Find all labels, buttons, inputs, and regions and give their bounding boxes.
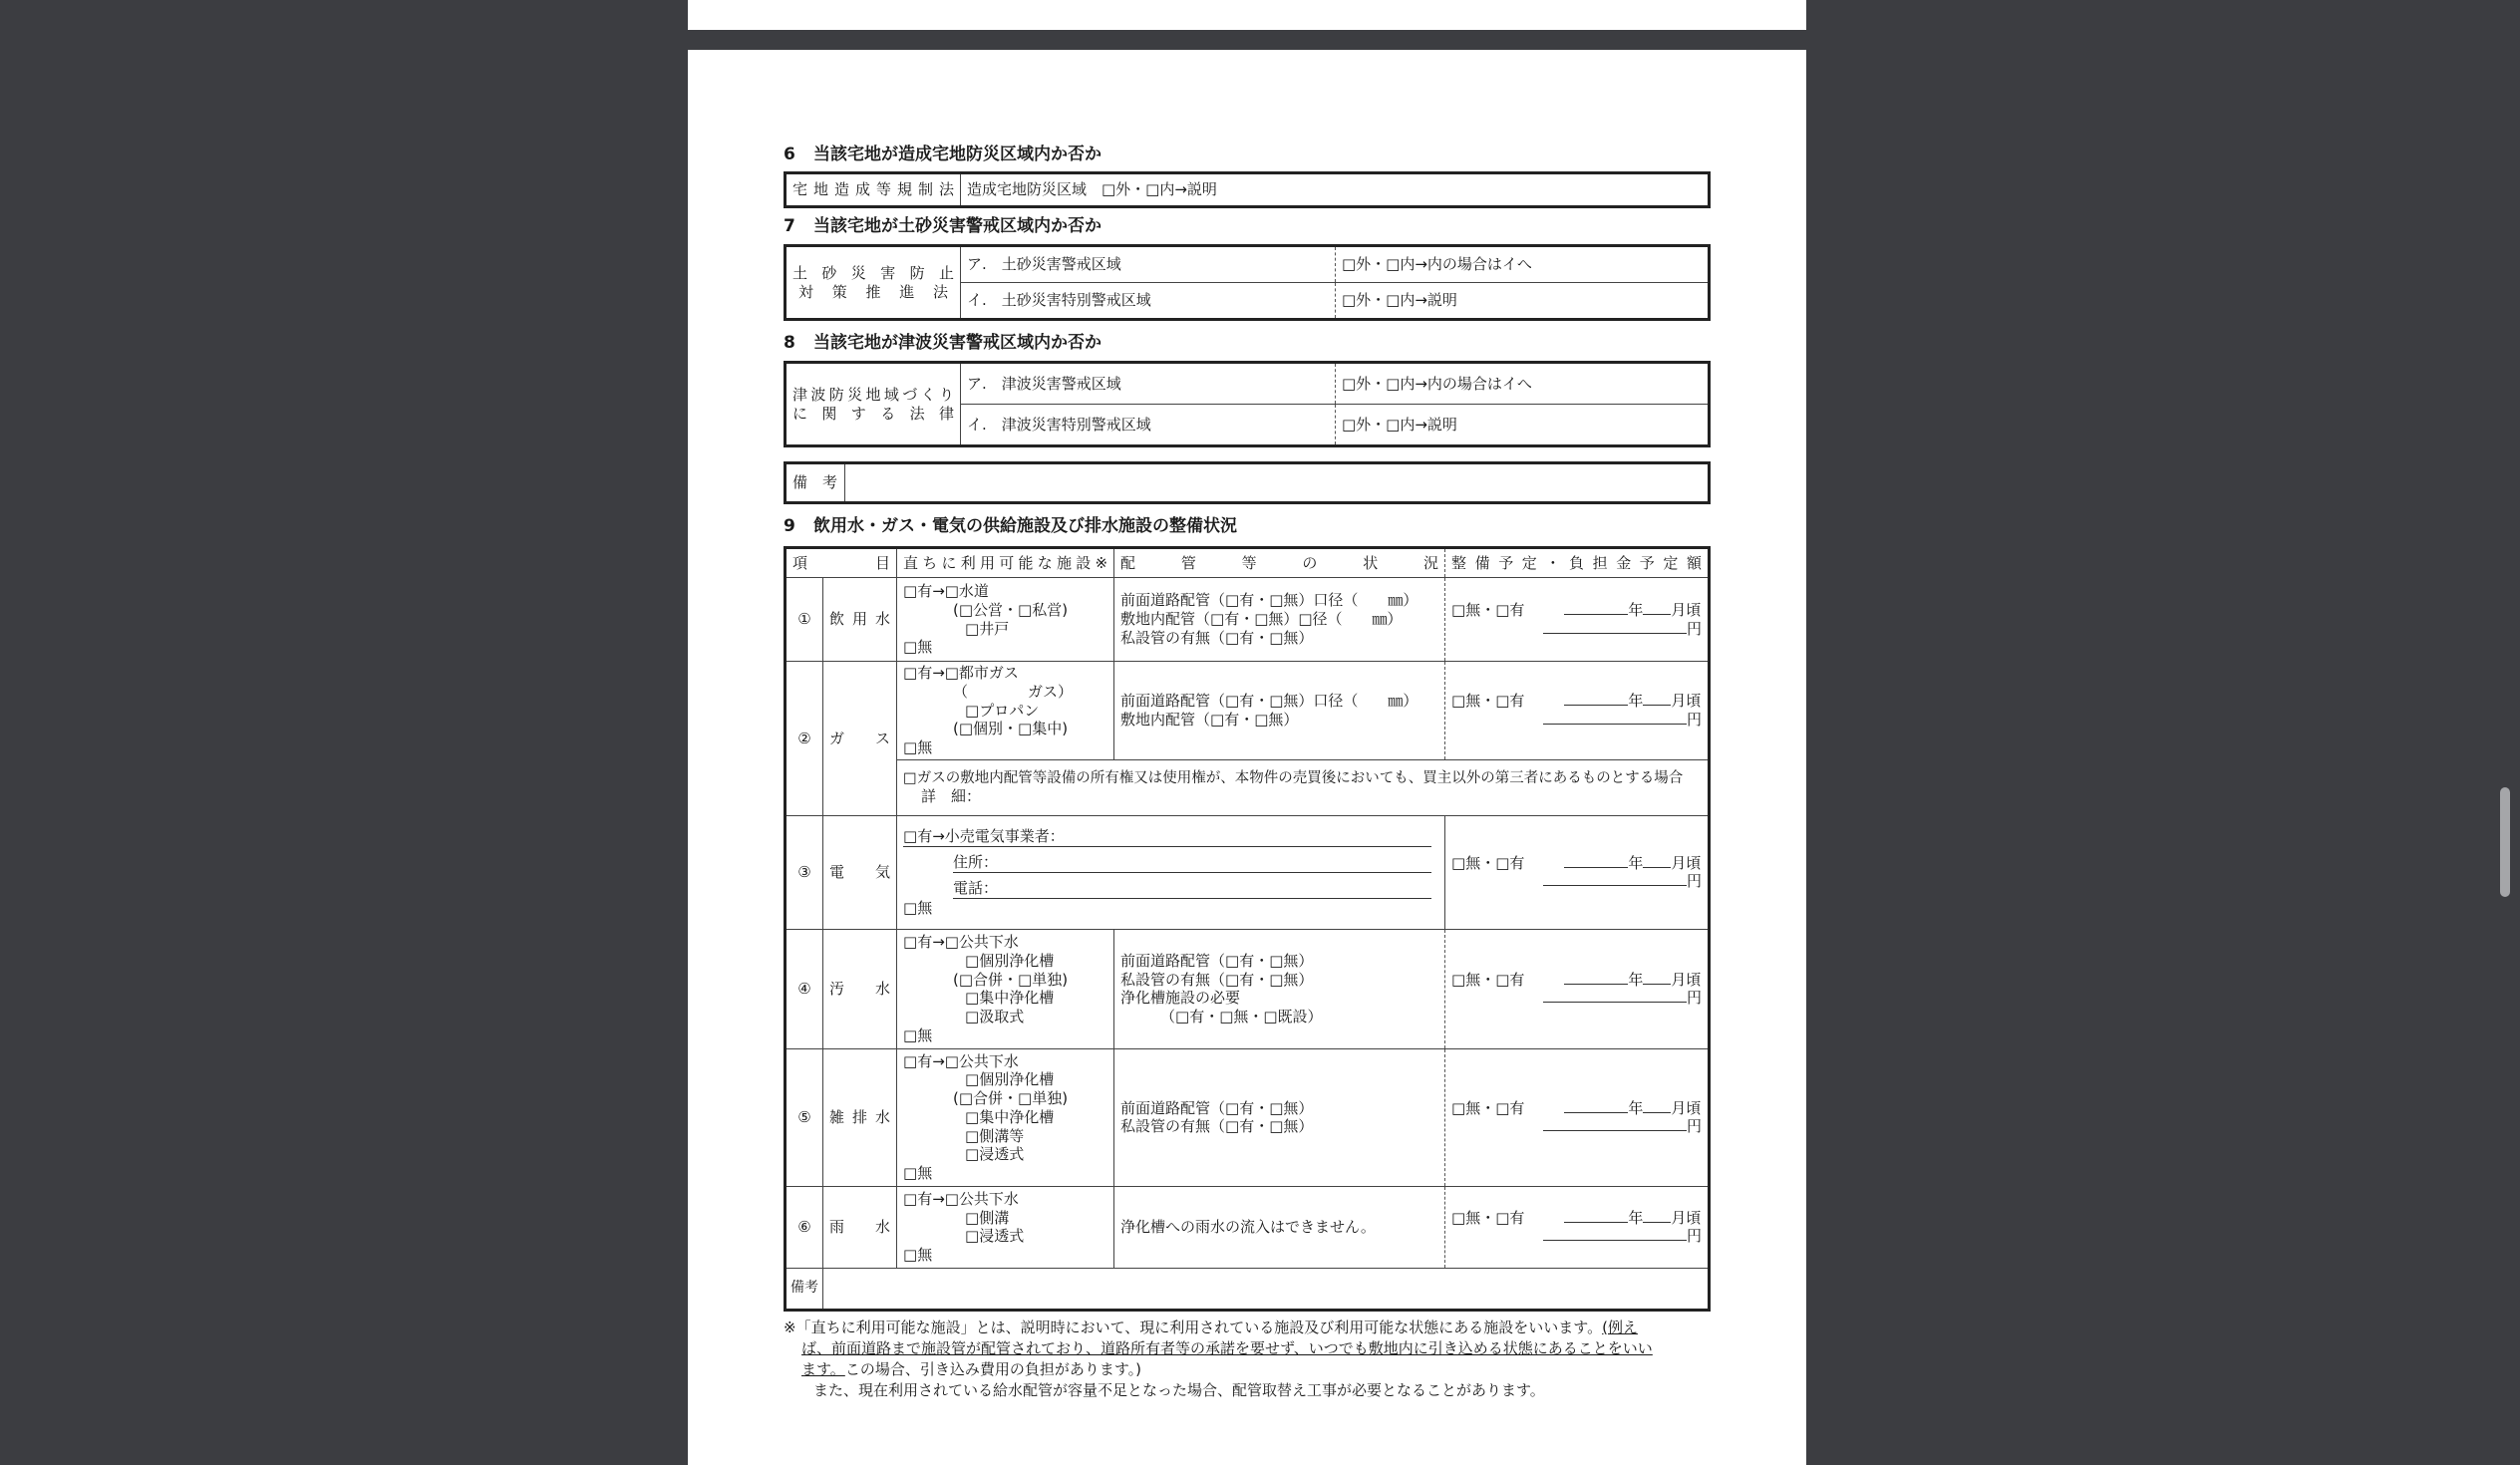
previous-page <box>688 0 1806 30</box>
row-name: ガス <box>823 662 897 816</box>
piping-cell: 前面道路配管（□有・□無） 私設管の有無（□有・□無） <box>1114 1048 1445 1186</box>
s8-row-b: イ. 津波災害特別警戒区域 <box>961 405 1336 446</box>
header-item: 項目 <box>786 548 897 578</box>
remarks-field <box>845 463 1710 503</box>
gas-third-party-note: □ガスの敷地内配管等設備の所有権又は使用権が、本物件の売買後においても、買主以外の第三者にあるものとする場合 詳 細： <box>897 759 1710 815</box>
header-facility: 直ちに利用可能な施設※ <box>897 548 1114 578</box>
row-name: 雨水 <box>823 1186 897 1268</box>
row-number: ⑥ <box>786 1186 823 1268</box>
section-8-heading: 8 当該宅地が津波災害警戒区域内か否か <box>784 333 1102 353</box>
plan-cell: □無・□有 年 月頃 円 <box>1445 815 1710 929</box>
s7-row-a-options: □外・□内→内の場合はイへ <box>1336 246 1710 283</box>
facility-cell: □有→小売電気事業者： 住所： 電話： □無 <box>897 815 1445 929</box>
s7-law: 土砂災害防止 対策推進法 <box>786 246 961 320</box>
row-name: 汚水 <box>823 929 897 1048</box>
plan-cell: □無・□有 年 月頃 円 <box>1445 662 1710 760</box>
row-electricity <box>786 815 1710 929</box>
row-number: ② <box>786 662 823 816</box>
header-piping: 配管等の状況 <box>1114 548 1445 578</box>
s7-row-a: ア. 土砂災害警戒区域 <box>961 246 1336 283</box>
row-water <box>786 578 1710 662</box>
row-rain <box>786 1186 1710 1268</box>
section-7-heading: 7 当該宅地が土砂災害警戒区域内か否か <box>784 216 1102 236</box>
plan-cell: □無・□有 年 月頃 円 <box>1445 929 1710 1048</box>
plan-cell: □無・□有 年 月頃 円 <box>1445 578 1710 662</box>
section-6-table <box>784 171 1711 208</box>
row-number: ③ <box>786 815 823 929</box>
vertical-scrollbar[interactable] <box>2490 0 2520 1435</box>
section-7-table <box>784 244 1711 321</box>
section-9-table <box>784 546 1711 1312</box>
row-number: ① <box>786 578 823 662</box>
row-name: 雑排水 <box>823 1048 897 1186</box>
row-name: 電気 <box>823 815 897 929</box>
scrollbar-thumb[interactable] <box>2500 787 2510 897</box>
remarks-label: 備 考 <box>786 463 845 503</box>
s9-remarks-field <box>823 1268 1710 1310</box>
row-number: ④ <box>786 929 823 1048</box>
facility-cell: □有→□公共下水 □個別浄化槽 (□合併・□単独) □集中浄化槽 □側溝等 □浸透式 □無 <box>897 1048 1114 1186</box>
section-6-heading: 6 当該宅地が造成宅地防災区域内か否か <box>784 145 1102 164</box>
s7-row-b: イ. 土砂災害特別警戒区域 <box>961 283 1336 320</box>
row-gas-extra <box>786 759 1710 815</box>
page-content <box>784 145 1711 1401</box>
row-sewage <box>786 929 1710 1048</box>
section-8-table <box>784 361 1711 447</box>
row-grey-water <box>786 1048 1710 1186</box>
row-gas <box>786 662 1710 760</box>
facility-cell: □有→□都市ガス （ ガス） □プロパン (□個別・□集中) □無 <box>897 662 1114 760</box>
s8-row-a: ア. 津波災害警戒区域 <box>961 363 1336 405</box>
section-9-heading: 9 飲用水・ガス・電気の供給施設及び排水施設の整備状況 <box>784 516 1237 536</box>
s8-row-b-options: □外・□内→説明 <box>1336 405 1710 446</box>
s8-law: 津波防災地域づくり に関する法律 <box>786 363 961 446</box>
remarks-table <box>784 461 1711 504</box>
footnote: ※「直ちに利用可能な施設」とは、説明時において、現に利用されている施設及び利用可能な状態にある施設をいいます。(例え ば、前面道路まで施設管が配管されており、道路所有者等の承諾を要せず、いつでも敷地内に引き込める状態にあることをいい ます。この場合、引き込み費用の負担があります。) また、現在利用されている給水配管が容量不足となった場合、配管取替え工事が必要となることがあります。 <box>784 1318 1653 1399</box>
piping-cell: 前面道路配管（□有・□無）口径（ ㎜） 敷地内配管（□有・□無）□径（ ㎜） 私設管の有無（□有・□無） <box>1114 578 1445 662</box>
piping-cell: 浄化槽への雨水の流入はできません。 <box>1114 1186 1445 1268</box>
piping-cell: 前面道路配管（□有・□無）口径（ ㎜） 敷地内配管（□有・□無） <box>1114 662 1445 760</box>
s6-text: 造成宅地防災区域 □外・□内→説明 <box>961 173 1710 207</box>
piping-cell: 前面道路配管（□有・□無） 私設管の有無（□有・□無） 浄化槽施設の必要 （□有・□無・□既設） <box>1114 929 1445 1048</box>
row-remarks <box>786 1268 1710 1310</box>
plan-cell: □無・□有 年 月頃 円 <box>1445 1186 1710 1268</box>
facility-cell: □有→□公共下水 □側溝 □浸透式 □無 <box>897 1186 1114 1268</box>
s9-remarks-label: 備考 <box>786 1268 823 1310</box>
row-number: ⑤ <box>786 1048 823 1186</box>
s6-law: 宅地造成等規制法 <box>786 173 961 207</box>
s8-row-a-options: □外・□内→内の場合はイへ <box>1336 363 1710 405</box>
s7-row-b-options: □外・□内→説明 <box>1336 283 1710 320</box>
document-page <box>688 50 1806 1465</box>
facility-cell: □有→□水道 (□公営・□私営) □井戸 □無 <box>897 578 1114 662</box>
facility-cell: □有→□公共下水 □個別浄化槽 (□合併・□単独) □集中浄化槽 □汲取式 □無 <box>897 929 1114 1048</box>
header-plan: 整備予定・負担金予定額 <box>1445 548 1710 578</box>
row-name: 飲用水 <box>823 578 897 662</box>
plan-cell: □無・□有 年 月頃 円 <box>1445 1048 1710 1186</box>
